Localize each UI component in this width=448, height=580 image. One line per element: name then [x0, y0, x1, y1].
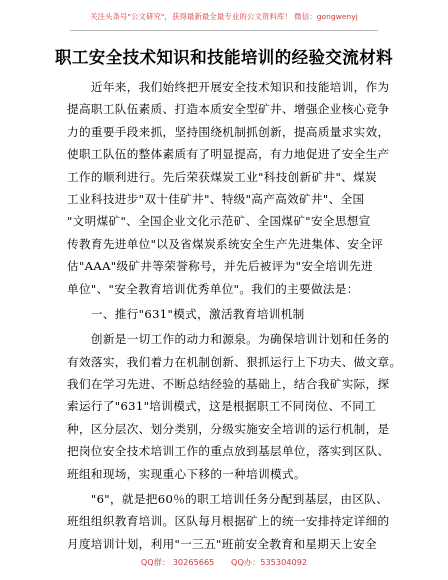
body-line: 我们在学习先进、不断总结经验的基础上，结合我矿实际，探 [67, 377, 390, 392]
body-line: 传教育先进单位"以及省煤炭系统安全生产先进集体、安全评 [67, 236, 384, 251]
page-footer [0, 557, 448, 568]
body-line: 班组和现场，实现重心下移的一种培训模式。 [67, 466, 306, 481]
body-line: 工业科技进步"双十佳矿井"、特级"高产高效矿井"、全国 [67, 191, 365, 206]
body-line: 月度培训计划，利用"一三五"班前安全教育和星期天上安全 [67, 536, 377, 551]
page-header [70, 4, 378, 31]
body-line: 力的重要手段来抓，坚持围绕机制抓创新，提高质量求实效， [67, 124, 390, 139]
document-body [67, 76, 402, 555]
body-line: 有效落实，我们着力在机制创新、狠抓运行上下功夫、做文章。 [67, 354, 402, 369]
body-line: 提高职工队伍素质、打造本质安全型矿井、增强企业核心竞争 [67, 102, 390, 117]
body-line: 使职工队伍的整体素质有了明显提高，有力地促进了安全生产 [67, 147, 390, 162]
body-line: 单位"、"安全教育培训优秀单位"。我们的主要做法是： [67, 281, 359, 296]
body-line: 估"AAA"级矿井等荣誉称号，并先后被评为"安全培训先进 [67, 259, 373, 274]
document-title: 职工安全技术知识和技能培训的经验交流材料 [55, 48, 393, 67]
body-line: 索运行了"631"培训模式，这是根据职工不同岗位、不同工 [67, 399, 377, 414]
body-line: 工作的顺利进行。先后荣获煤炭工业"科技创新矿井"、煤炭 [67, 169, 377, 184]
body-line: 班组组织教育培训。区队每月根据矿上的统一安排持定详细的 [67, 514, 390, 529]
body-line: "文明煤矿"、全国企业文化示范矿、全国煤矿"安全思想宣 [67, 214, 371, 229]
footer-qq-group: QQ群： 30265665 [140, 557, 215, 567]
body-line: 近年来，我们始终把开展安全技术知识和技能培训，作为 [67, 80, 390, 94]
body-line: 种，区分层次、划分类别，分级实施安全培训的运行机制，是 [67, 421, 390, 436]
section-heading: 一、推行"631"模式，激活教育培训机制 [67, 306, 305, 321]
header-notice: 关注头条号"公文研究"，获得最新最全最专业的公文资料库！ 微信：gongwenyj [90, 12, 358, 21]
body-line: "6"，就是把60％的职工培训任务分配到基层，由区队、 [67, 492, 389, 507]
footer-qq: QQ办：535304092 [231, 557, 308, 567]
body-line: 把岗位安全技术培训工作的重点放到基层单位，落实到区队、 [67, 444, 390, 459]
body-line: 创新是一切工作的动力和源泉。为确保培训计划和任务的 [67, 332, 390, 347]
